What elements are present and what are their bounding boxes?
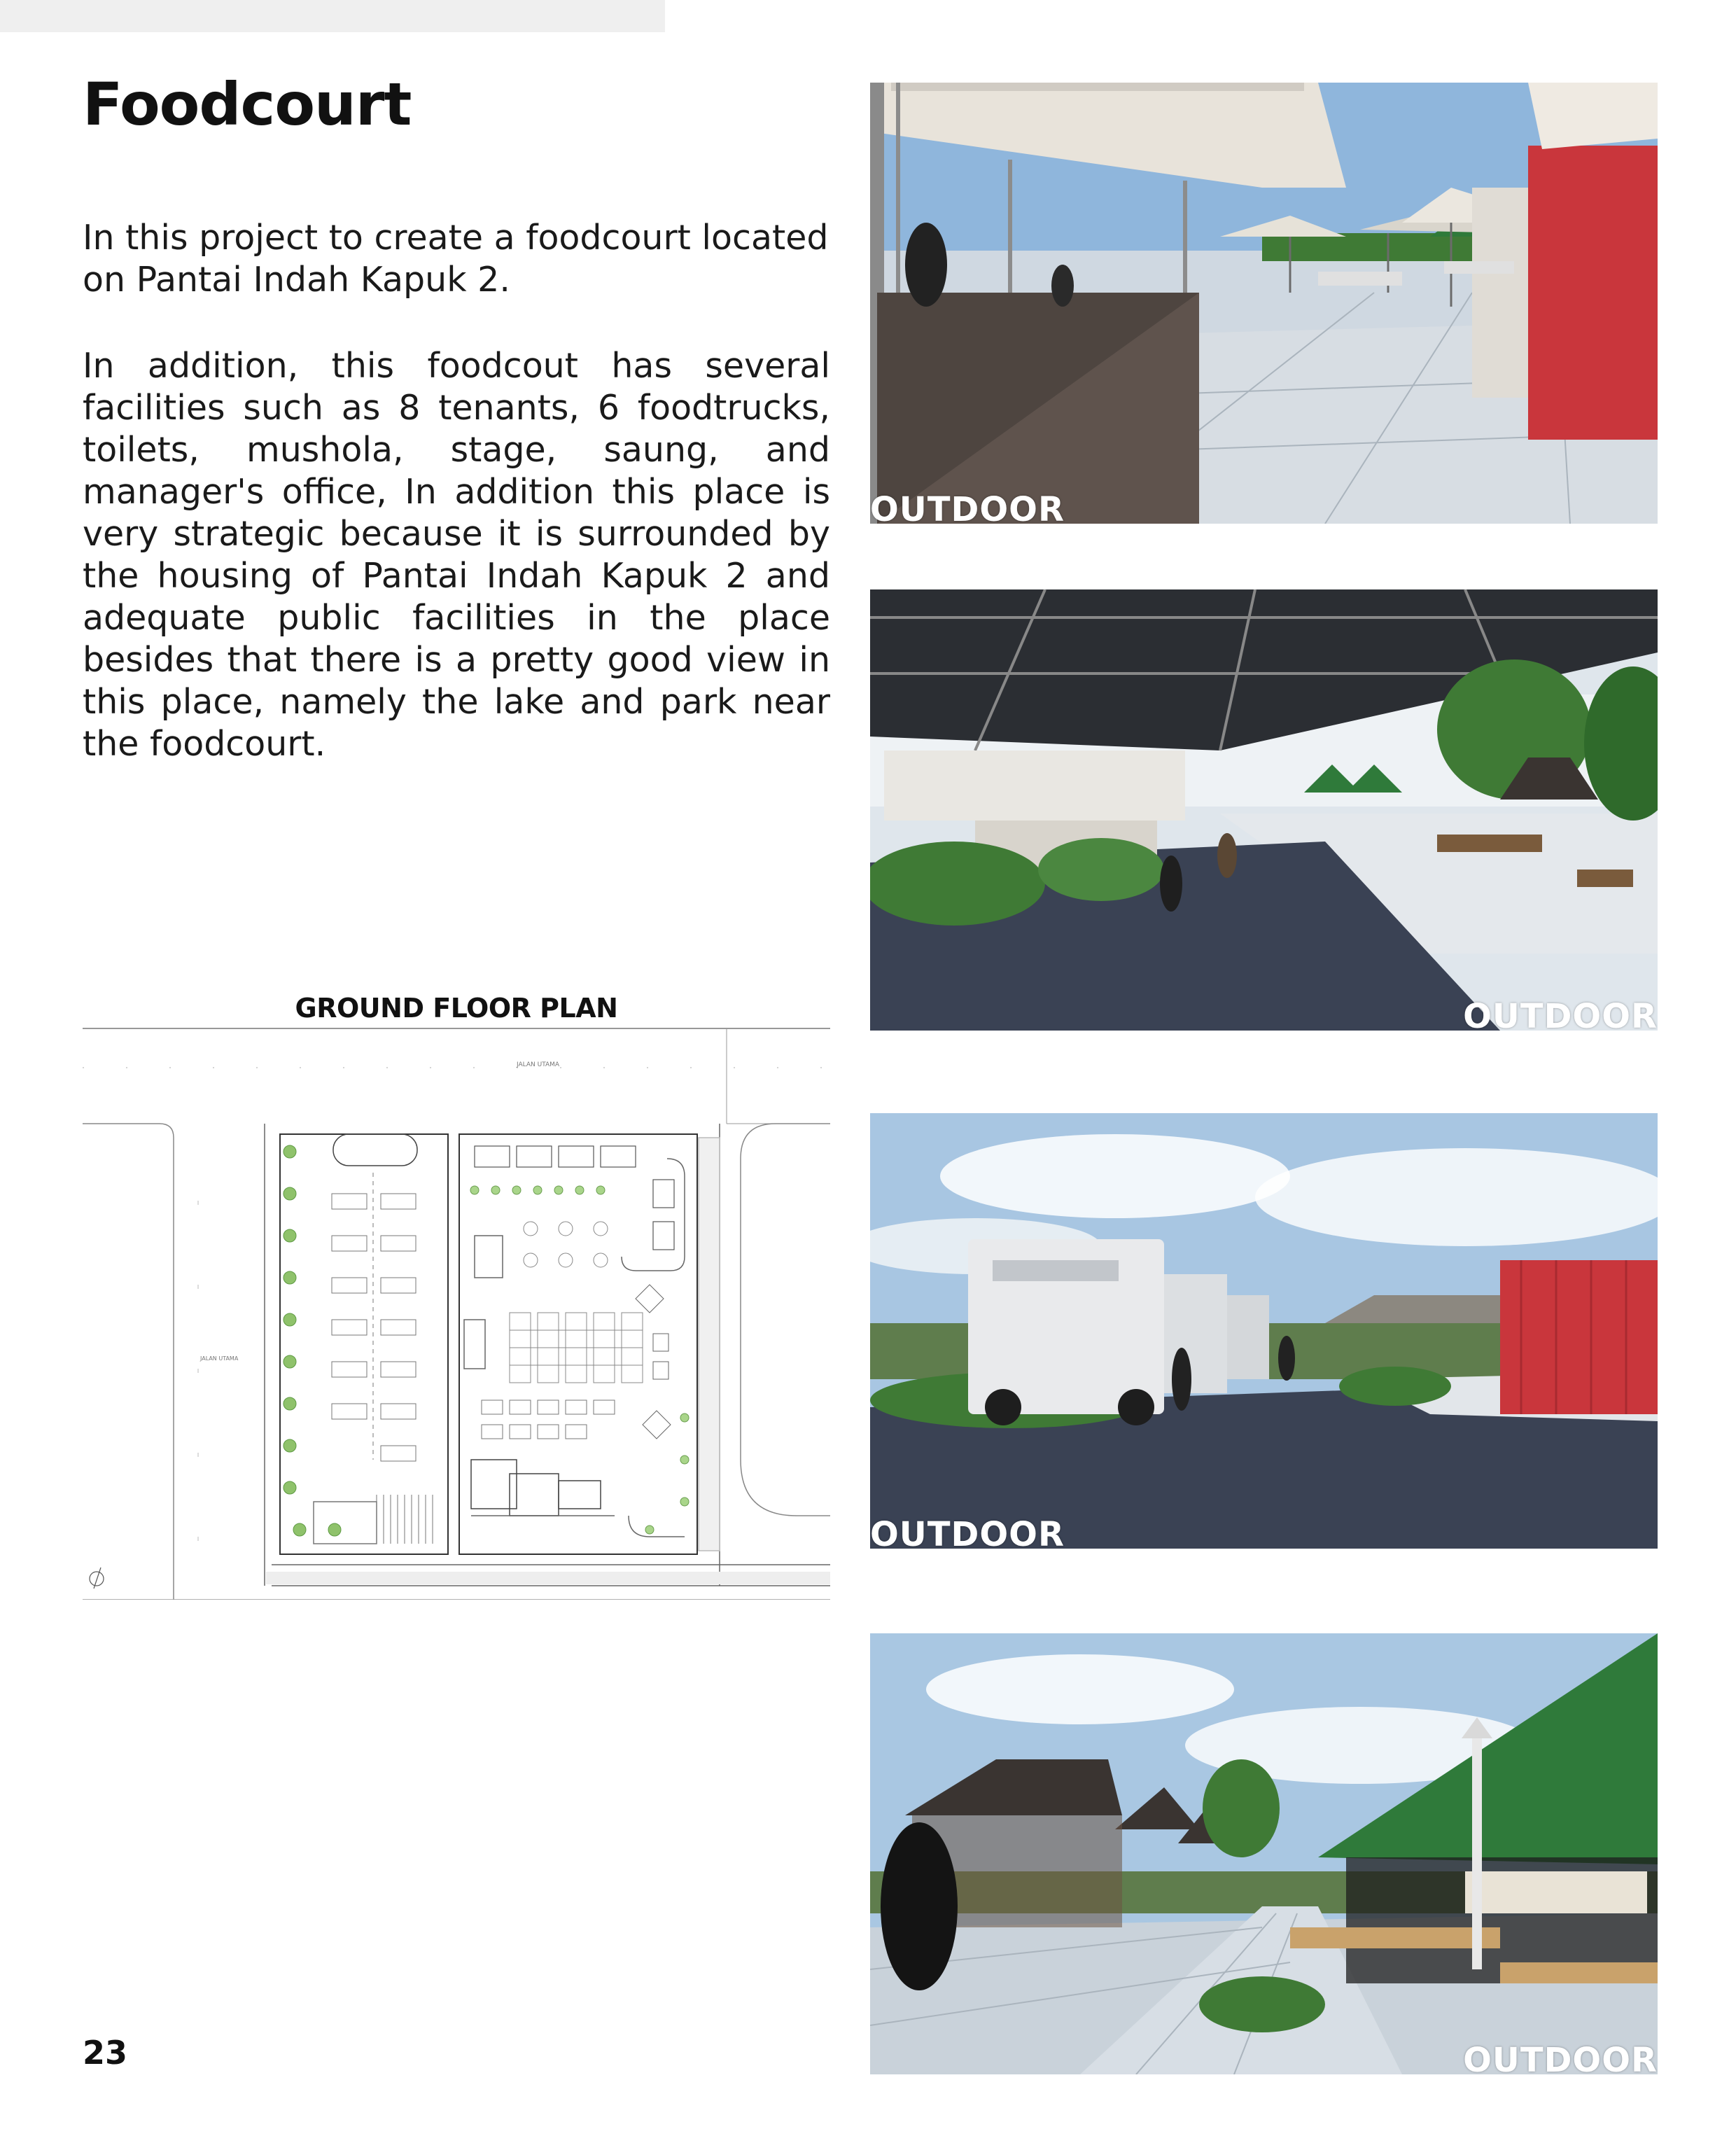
outdoor-render-2 [870,589,1658,1031]
render-4-label: OUTDOOR [1463,2041,1658,2074]
plan-road-left-label: JALAN UTAMA [200,1355,239,1362]
page-title: Foodcourt [83,70,412,139]
facilities-paragraph: In addition, this foodcout has several facilities such as 8 tenants, 6 foodtrucks, toilets, mushola, stage, saung, and manager's office, In addition this place is very strategic because it is surrounded by the housing of Pantai Indah Kapuk 2 and adequate public facilities in the place besides that there is a pretty good view in this place, namely the lake and park near the foodcourt. [83,346,830,764]
ground-floor-plan [83,1026,830,1600]
render-3-label: OUTDOOR [870,1515,1065,1549]
outdoor-render-1 [870,83,1658,524]
page-number: 23 [83,2034,128,2072]
render-1-label: OUTDOOR [870,490,1065,524]
intro-paragraph: In this project to create a foodcourt located on Pantai Indah Kapuk 2. [83,218,829,300]
outdoor-render-4 [870,1633,1658,2074]
plan-road-top-label: JALAN UTAMA [517,1061,560,1068]
top-bar [0,0,665,32]
plan-title: GROUND FLOOR PLAN [295,993,618,1024]
outdoor-render-3 [870,1113,1658,1549]
render-2-label: OUTDOOR [1463,997,1658,1031]
